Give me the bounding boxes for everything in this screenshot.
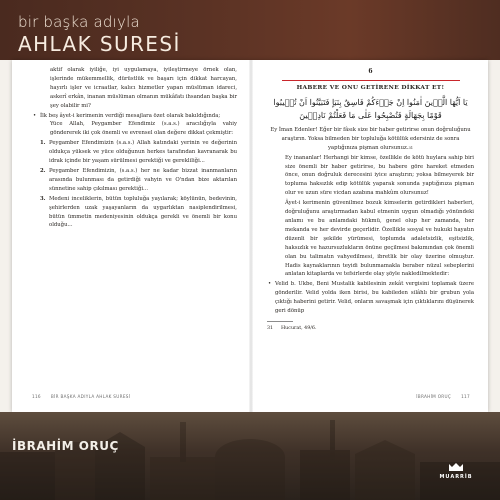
item-number: 1. — [40, 140, 46, 147]
item-number: 2. — [40, 167, 46, 174]
item-number: 3. — [40, 195, 46, 202]
city-skyline-image — [0, 412, 500, 500]
left-paragraph-1: aktif olarak iyiliğe, iyi uygulamaya, iyileştirmeye örnek olan, işlerinde mükemmellik, dürüstlük ve başarı için dikkat harcayan, hayırlı işler ve icraatlar, kalıcı hizmetler yapan müslüman idareci, askerî erkân, inanan müslüman olmanın mükâfatı ihsandan başka bir şey olabilir mi? — [50, 67, 237, 109]
footnote-text: Hucurat, 49/6. — [281, 325, 317, 331]
right-paragraph-1: Ey inananlar! Herhangi bir kimse, özellikle de kötü huylara sahip biri size önemli bir haber getirirse, bu habere göre hareket etmeden önce, onun doğruluk derecesini iyice araştırın; yoksa bilmeyerek bir topluma haksızlık edip kötülük yaparak sonunda yaptığınıza pişman olur ve uzun süre vicdan azabına mahkûm olursunuz! — [285, 154, 474, 197]
right-page-number: 117 — [461, 394, 470, 399]
right-running-author: İBRAHİM ORUÇ — [416, 394, 452, 399]
left-running-title: BİR BAŞKA ADIYLA AHLAK SURESİ — [50, 394, 131, 399]
numbered-item — [32, 167, 237, 194]
publisher-mark-icon — [448, 462, 464, 472]
translation-text: Ey İman Edenler! Eğer bir fâsık size bir haber getirirse onun doğruluğunu araştırın. Yoksa bilmeden bir topluluğa kötülük edersiniz de sonra yaptığınıza pişman olursunuz. — [270, 126, 471, 151]
item-text: Medeni inceliklerin, bütün topluluğa yayılarak; köylünün, bedevinin, şehirlerden uzak yaşayanların da uygarlıktan nasiplendirilmesi, bütün ümmetin medeniyesinin oldukça gerekli ve önemli bir konu olduğu... — [49, 195, 237, 229]
item-text: Peygamber Efendimizin (s.a.s.) Allah katındaki yerinin ve değerinin oldukça yüksek ve yüce olduğunun herkes tarafından kavranarak bu idrak içinde bir yaşam sürülmesi gerektiği ve gerekliliği... — [49, 140, 237, 165]
footnote-ref: 31 — [408, 145, 414, 150]
header-title: AHLAK SURESİ — [18, 32, 181, 56]
chapter-heading: HABERE VE ONU GETİRENE DİKKAT ET! — [296, 84, 445, 91]
chapter-rule — [282, 80, 460, 81]
arabic-verse: يَا اَيُّهَا الَّذٖينَ اٰمَنُوا اِنْ جَاۤءَكُمْ فَاسِقٌ بِنَبَاٍ فَتَبَيَّنُوا اَنْ تُصٖيبُوا قَوْمًا بِجَهَالَةٍ فَتُصْبِحُوا عَلٰى مَا فَعَلْتُمْ نَادِمٖينَ — [273, 97, 468, 120]
footnote-rule — [267, 321, 293, 322]
right-bullet-1: • Velid b. Ukbe, Beni Mustalik kabilesinin zekât vergisini toplamak üzere gönderilir. Velid yolda iken birisi, bu kabileden silâhlı bir grubun yola çıktığı haberini getirir. Velid, onların savaşmak için çıktıklarını düşünerek geri dönüp — [267, 280, 474, 316]
left-paragraph-2: Yüce Allah, Peygamber Efendimiz (s.a.s.) aracılığıyla vahiy göndererek iki çok önemli ve evrensel olan değere dikkat çekmiştir: — [50, 121, 237, 137]
numbered-item — [32, 139, 237, 166]
verse-translation — [267, 126, 474, 153]
left-page — [32, 66, 237, 230]
right-page-footer — [416, 394, 470, 399]
header-subtitle: bir başka adıyla — [18, 13, 140, 31]
book-spine — [249, 60, 253, 412]
numbered-item — [32, 195, 237, 231]
item-text: Peygamber Efendimizin, (s.a.s.) her ne kadar bizzat inanmanların arasında bulunması da getirdiği vahyin ve O'ndan bize aktarılan sünnetine sahip çıkılması gerektiği... — [49, 167, 237, 192]
book-spread — [12, 60, 488, 412]
footer-author: İBRAHİM ORUÇ — [12, 439, 119, 453]
footnote — [267, 325, 474, 334]
left-bullet-1: • İlk beş âyet-i kerimenin verdiği mesajlara özet olarak bakıldığında; — [32, 112, 237, 121]
publisher-logo — [426, 462, 486, 480]
cover-footer — [0, 412, 500, 500]
chapter-number: 6 — [368, 68, 373, 75]
footnote-number: 31 — [267, 325, 274, 331]
left-page-number: 116 — [32, 394, 41, 399]
left-page-footer — [32, 394, 130, 399]
publisher-name: MUARRİB — [439, 474, 473, 480]
right-page — [267, 66, 474, 334]
cover-header — [0, 0, 500, 60]
right-paragraph-2: Âyet-i kerimenin güvenilmez bozuk kimselerin getirdikleri haberleri, doğruluğunu araştırmadan kabul etmenin uygun olmadığı yönündeki anlamı ve bu anlamdaki hükmü, genel olup her zamanda, her mekanda ve her devirde geçerlidir. Özellikle sosyal ve hukuki hayatın düzenli bir şekilde yürümesi, toplumda adaletsizlik, eşitsizlik, haksızlık ve hazursuzlukların önüne geçilmesi bakımından çok önemli olan bu talimatın vahyedilmesi, ibretlik bir olay üzerine olmuştur. Hadis kaynaklarının teyidi bulunmamakla beraber nüzul sebeplerini anlatan kitaplarda ve tefsirlerde olay şöyle nakledilmektedir: — [285, 200, 474, 278]
